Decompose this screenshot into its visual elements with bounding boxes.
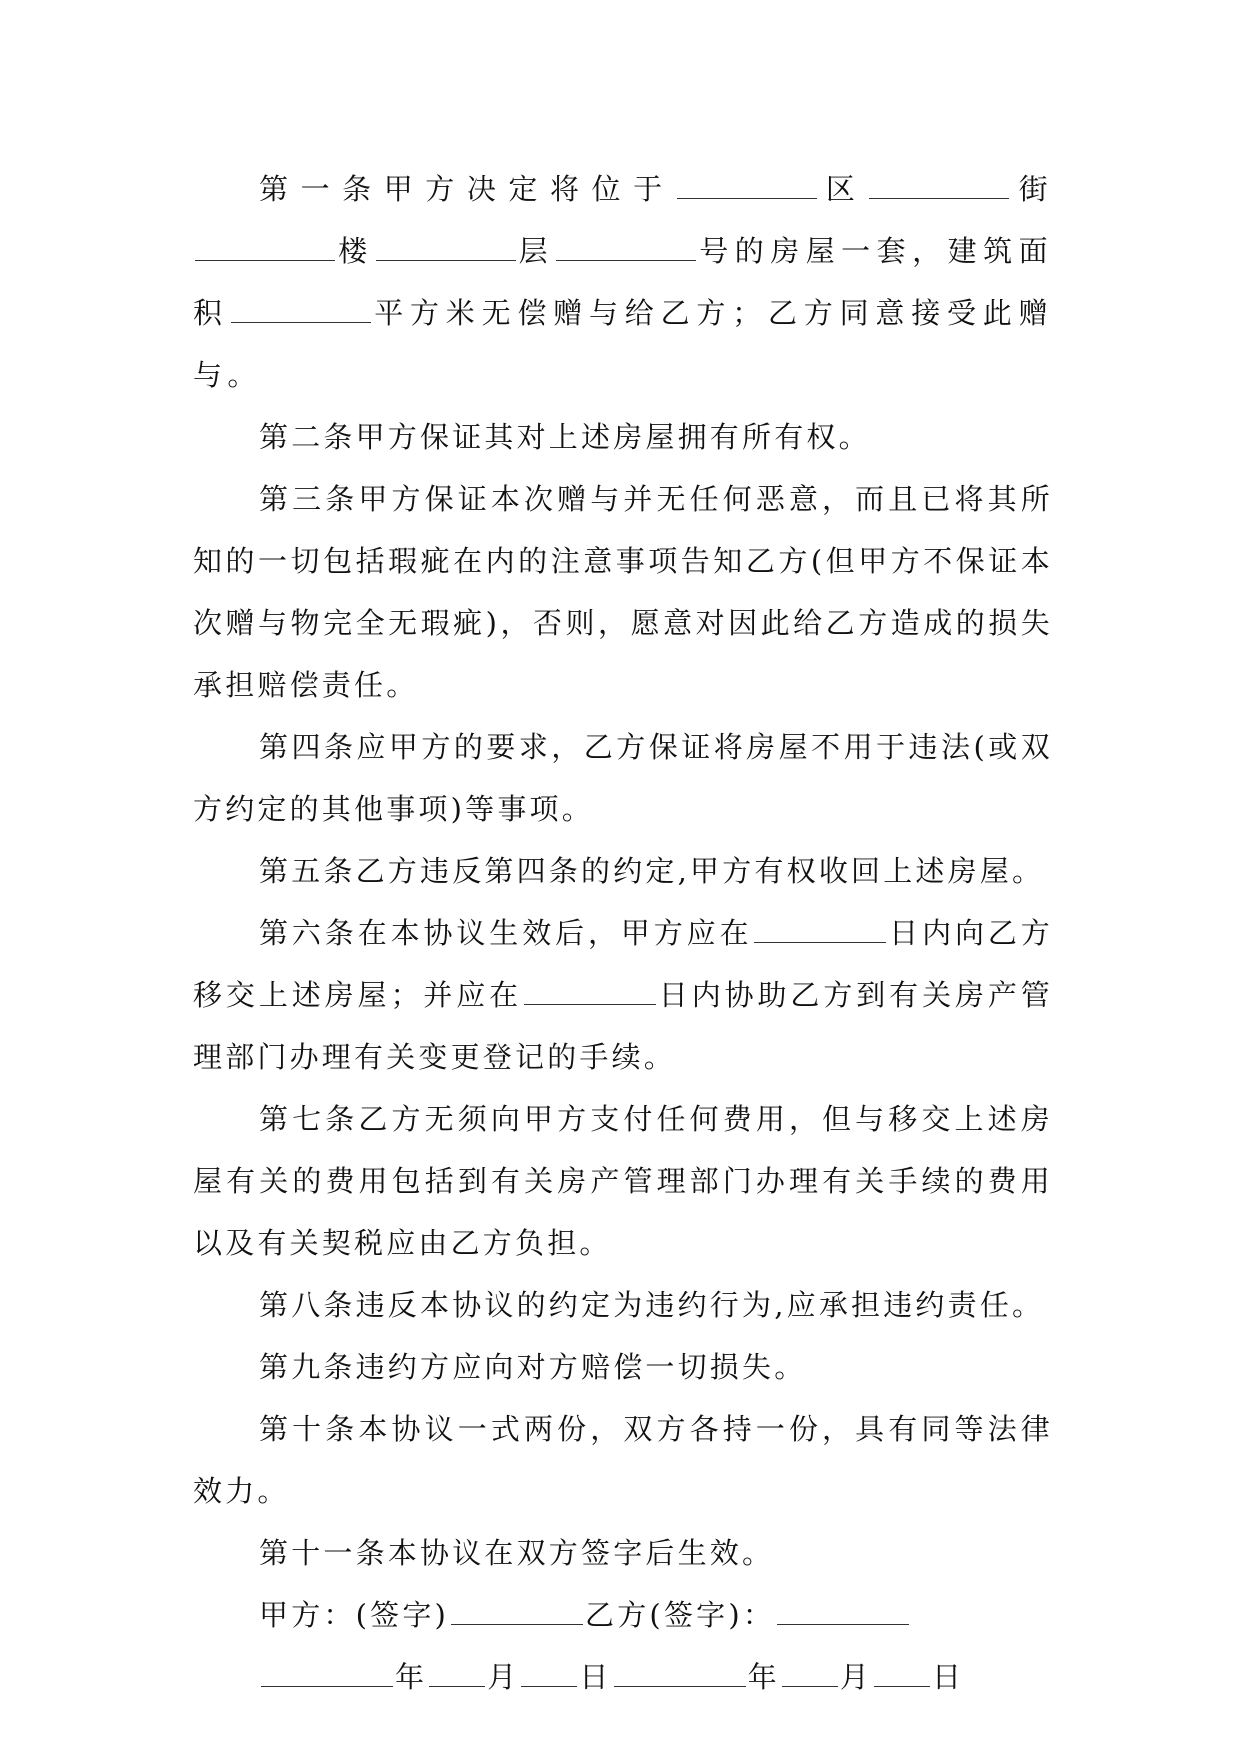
party-b-month-blank bbox=[782, 1664, 838, 1687]
article-6-text-2: 日内向乙方移交上述房屋；并应在 bbox=[193, 916, 1053, 1012]
article-9: 第九条违约方应向对方赔偿一切损失。 bbox=[259, 1350, 807, 1384]
handover-days-blank bbox=[754, 920, 886, 943]
article-1-text-3: 街 bbox=[1011, 172, 1053, 206]
floor-blank bbox=[376, 238, 516, 261]
article-3: 第三条甲方保证本次赠与并无任何恶意，而且已将其所知的一切包括瑕疵在内的注意事项告知乙方(但甲方不保证本次赠与物完全无瑕疵)，否则，愿意对因此给乙方造成的损失承担赔偿责任。 bbox=[193, 482, 1053, 702]
article-6 bbox=[193, 902, 1053, 1088]
registration-days-blank bbox=[524, 982, 656, 1005]
party-a-day-label: 日 bbox=[579, 1660, 612, 1694]
party-a-label: 甲方：(签字) bbox=[259, 1598, 450, 1632]
article-1-text-2: 区 bbox=[818, 172, 868, 206]
party-a-day-blank bbox=[521, 1664, 577, 1687]
signature-line bbox=[193, 1584, 1053, 1646]
party-b-day-label: 日 bbox=[932, 1660, 965, 1694]
party-b-month-label: 月 bbox=[839, 1660, 873, 1694]
article-4: 第四条应甲方的要求，乙方保证将房屋不用于违法(或双方约定的其他事项)等事项。 bbox=[193, 730, 1053, 826]
article-1-text-1: 第一条甲方决定将位于 bbox=[259, 172, 675, 206]
party-a-signature-blank bbox=[451, 1602, 583, 1625]
party-a-month-blank bbox=[429, 1664, 485, 1687]
contract-body bbox=[193, 158, 1053, 1708]
article-1-text-6: 号的房屋一套，建筑面积 bbox=[193, 234, 1053, 330]
party-a-month-label: 月 bbox=[487, 1660, 520, 1694]
date-line bbox=[193, 1646, 1053, 1708]
party-b-day-blank bbox=[874, 1664, 930, 1687]
party-b-year-label: 年 bbox=[747, 1660, 780, 1694]
street-blank bbox=[869, 176, 1009, 199]
article-10: 第十条本协议一式两份，双方各持一份，具有同等法律效力。 bbox=[193, 1412, 1053, 1508]
party-b-label: 乙方(签字)： bbox=[585, 1598, 776, 1632]
article-6-text-3: 日内协助乙方到有关房产管理部门办理有关变更登记的手续。 bbox=[193, 978, 1053, 1074]
building-blank bbox=[195, 238, 335, 261]
article-6-text-1: 第六条在本协议生效后，甲方应在 bbox=[259, 916, 753, 950]
party-b-year-blank bbox=[614, 1664, 746, 1687]
area-blank bbox=[231, 300, 371, 323]
article-1 bbox=[193, 158, 1053, 406]
party-a-year-label: 年 bbox=[395, 1660, 428, 1694]
article-1-text-4: 楼 bbox=[337, 234, 374, 268]
article-8: 第八条违反本协议的约定为违约行为,应承担违约责任。 bbox=[259, 1288, 1045, 1322]
district-blank bbox=[677, 176, 817, 199]
article-11: 第十一条本协议在双方签字后生效。 bbox=[259, 1536, 775, 1570]
party-b-signature-blank bbox=[777, 1602, 909, 1625]
article-2: 第二条甲方保证其对上述房屋拥有所有权。 bbox=[259, 420, 871, 454]
number-blank bbox=[556, 238, 696, 261]
party-a-year-blank bbox=[261, 1664, 393, 1687]
article-5: 第五条乙方违反第四条的约定,甲方有权收回上述房屋。 bbox=[259, 854, 1045, 888]
article-1-text-5: 层 bbox=[517, 234, 555, 268]
article-1-text-7: 平方米无偿赠与给乙方；乙方同意接受此赠与。 bbox=[193, 296, 1053, 392]
article-7: 第七条乙方无须向甲方支付任何费用，但与移交上述房屋有关的费用包括到有关房产管理部门办理有关手续的费用以及有关契税应由乙方负担。 bbox=[193, 1102, 1053, 1260]
